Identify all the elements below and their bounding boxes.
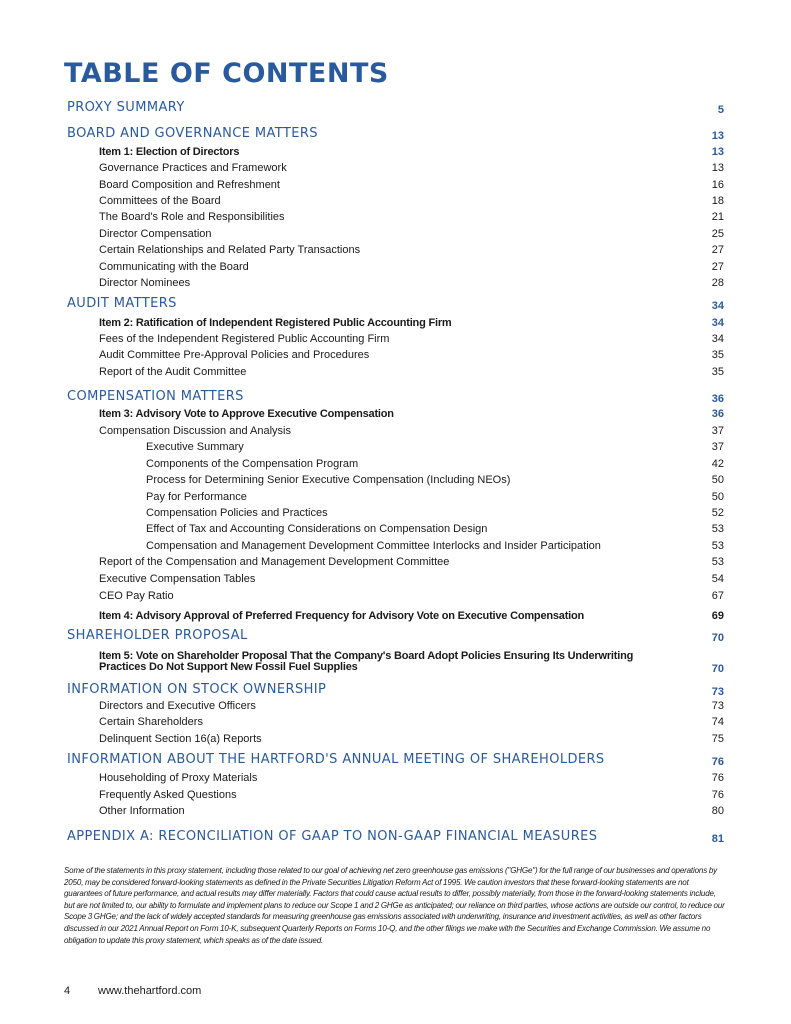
entry-label: Directors and Executive Officers	[99, 700, 256, 712]
entry-label: Audit Committee Pre-Approval Policies and Procedures	[99, 349, 370, 361]
entry-label: CEO Pay Ratio	[99, 590, 174, 602]
entry-page: 35	[711, 349, 724, 361]
forward-looking-disclaimer: Some of the statements in this proxy statement, including those related to our goal of achieving net zero greenhouse gas emissions ("GHGe") for the full range of our businesses and operations by 2050, may be considered forward-looking statements as defined in the Private Securities Litigation Reform Act of 1995. We caution investors that these forward-looking statements are not guarantees of future performance, and actual results may differ materially. Factors that could cause actual results to differ, possibly materially, from those in the forward-looking statements include, but are not limited to, our ability to formulate and implement plans to reduce our Scope 1 and 2 GHGe as anticipated; our reliance on third parties, whose actions are outside our control, to reduce our Scope 3 GHGe; and the lack of widely accepted standards for measuring greenhouse gas emissions associated with underwriting, insurance and investment activities, as well as other factors discussed in our 2021 Annual Report on Form 10-K, subsequent Quarterly Reports on Forms 10-Q, and the other filings we make with the Securities and Exchange Commission. We assume no obligation to update this proxy statement, which speaks as of the date issued.	[64, 866, 725, 945]
section-page: 13	[711, 130, 724, 142]
subentry-page: 53	[711, 540, 724, 552]
item-page: 34	[711, 317, 724, 329]
entry-label: Frequently Asked Questions	[99, 789, 237, 801]
entry-page: 74	[711, 716, 724, 728]
entry-label: Director Compensation	[99, 228, 212, 240]
entry-label: Executive Compensation Tables	[99, 573, 256, 585]
section-label: SHAREHOLDER PROPOSAL	[67, 628, 248, 643]
entry-label: The Board's Role and Responsibilities	[99, 211, 285, 223]
section-page: 76	[711, 756, 724, 768]
page-footer	[64, 985, 201, 997]
entry-label: Certain Relationships and Related Party Transactions	[99, 244, 361, 256]
entry-page: 28	[711, 277, 724, 289]
entry-page: 27	[711, 244, 724, 256]
entry-page: 54	[711, 573, 724, 585]
subentry-label: Components of the Compensation Program	[146, 458, 359, 470]
item-page: 36	[711, 408, 724, 420]
entry-label: Certain Shareholders	[99, 716, 203, 728]
entry-label: Report of the Compensation and Management Development Committee	[99, 556, 450, 568]
subentry-label: Executive Summary	[146, 441, 244, 453]
section-page: 70	[711, 632, 724, 644]
subentry-label: Compensation Policies and Practices	[146, 507, 328, 519]
section-label: COMPENSATION MATTERS	[67, 389, 244, 404]
entry-label: Director Nominees	[99, 277, 191, 289]
subentry-page: 50	[711, 474, 724, 486]
section-label: AUDIT MATTERS	[67, 296, 177, 311]
section-page: 36	[711, 393, 724, 405]
entry-page: 21	[711, 211, 724, 223]
subentry-label: Process for Determining Senior Executive Compensation (Including NEOs)	[146, 474, 511, 486]
entry-label: Governance Practices and Framework	[99, 162, 287, 174]
entry-label: Delinquent Section 16(a) Reports	[99, 733, 262, 745]
subentry-label: Effect of Tax and Accounting Considerations on Compensation Design	[146, 523, 488, 535]
subentry-page: 53	[711, 523, 724, 535]
entry-page: 76	[711, 789, 724, 801]
entry-page: 67	[711, 590, 724, 602]
section-page: 81	[711, 833, 724, 845]
subentry-page: 37	[711, 441, 724, 453]
item-label-line2: Practices Do Not Support New Fossil Fuel Supplies	[99, 661, 358, 673]
item-label	[99, 651, 633, 673]
entry-page: 25	[711, 228, 724, 240]
entry-page: 13	[711, 162, 724, 174]
footer-page-number: 4	[64, 985, 71, 997]
entry-label: Householding of Proxy Materials	[99, 772, 258, 784]
section-label: INFORMATION ABOUT THE HARTFORD'S ANNUAL MEETING OF SHAREHOLDERS	[67, 752, 605, 767]
item-label-line1: Item 5: Vote on Shareholder Proposal That the Company's Board Adopt Policies Ensuring Its Underwriting	[99, 650, 634, 662]
entry-label: Report of the Audit Committee	[99, 366, 247, 378]
section-label: BOARD AND GOVERNANCE MATTERS	[67, 126, 318, 141]
section-page: 73	[711, 686, 724, 698]
entry-page: 73	[711, 700, 724, 712]
entry-page: 27	[711, 261, 724, 273]
subentry-page: 42	[711, 458, 724, 470]
footer-website-link[interactable]: www.thehartford.com	[98, 985, 202, 997]
item-page: 69	[711, 610, 724, 622]
subentry-page: 50	[711, 491, 724, 503]
entry-label: Other Information	[99, 805, 185, 817]
entry-page: 16	[711, 179, 724, 191]
entry-page: 75	[711, 733, 724, 745]
entry-page: 35	[711, 366, 724, 378]
item-label: Item 3: Advisory Vote to Approve Executive Compensation	[99, 408, 394, 420]
item-label: Item 4: Advisory Approval of Preferred Frequency for Advisory Vote on Executive Compensation	[99, 610, 585, 622]
entry-label: Communicating with the Board	[99, 261, 249, 273]
subentry-label: Compensation and Management Development Committee Interlocks and Insider Participation	[146, 540, 601, 552]
entry-page: 53	[711, 556, 724, 568]
entry-page: 80	[711, 805, 724, 817]
entry-label: Compensation Discussion and Analysis	[99, 425, 291, 437]
section-label: APPENDIX A: RECONCILIATION OF GAAP TO NON-GAAP FINANCIAL MEASURES	[67, 829, 598, 844]
entry-label: Board Composition and Refreshment	[99, 179, 280, 191]
section-label: PROXY SUMMARY	[67, 100, 185, 115]
entry-page: 18	[711, 195, 724, 207]
section-page: 5	[717, 104, 724, 116]
item-page: 13	[711, 146, 724, 158]
section-page: 34	[711, 300, 724, 312]
page-title: TABLE OF CONTENTS	[64, 58, 389, 89]
subentry-page: 52	[711, 507, 724, 519]
subentry-label: Pay for Performance	[146, 491, 247, 503]
item-page: 70	[711, 663, 724, 675]
item-label: Item 2: Ratification of Independent Registered Public Accounting Firm	[99, 317, 452, 329]
entry-label: Committees of the Board	[99, 195, 221, 207]
entry-label: Fees of the Independent Registered Public Accounting Firm	[99, 333, 390, 345]
entry-page: 37	[711, 425, 724, 437]
entry-page: 34	[711, 333, 724, 345]
item-label: Item 1: Election of Directors	[99, 146, 240, 158]
entry-page: 76	[711, 772, 724, 784]
section-label: INFORMATION ON STOCK OWNERSHIP	[67, 682, 327, 697]
